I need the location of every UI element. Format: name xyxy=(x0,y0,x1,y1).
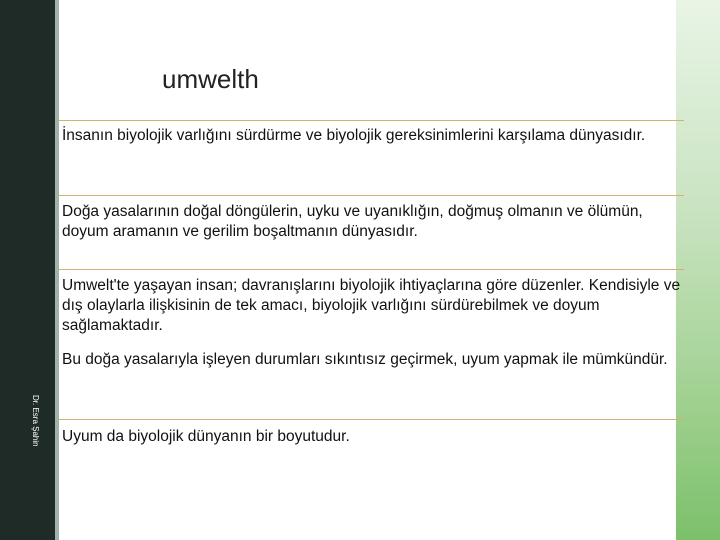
paragraph-5: Uyum da biyolojik dünyanın bir boyutudur. xyxy=(62,428,350,445)
paragraph-3: Umwelt'te yaşayan insan; davranışlarını biyolojik ihtiyaçlarına göre düzenler. Kendisiyle ve dış olaylarla ilişkisinin de tek amacı, biyolojik varlığını sürdürebilmek ve doyum sağlamaktadır. xyxy=(62,277,681,334)
side-caption: Dr. Esra Şahin xyxy=(31,395,40,447)
left-sidebar-band xyxy=(0,0,55,540)
right-gradient-band xyxy=(676,0,720,540)
divider-line xyxy=(59,419,684,420)
divider-line xyxy=(59,269,684,270)
divider-line xyxy=(59,195,684,196)
divider-line xyxy=(59,120,684,121)
paragraph-1: İnsanın biyolojik varlığını sürdürme ve biyolojik gereksinimlerini karşılama dünyasıdır. xyxy=(62,127,646,144)
slide-title: umwelth xyxy=(162,64,259,94)
paragraph-2: Doğa yasalarının doğal döngülerin, uyku ve uyanıklığın, doğmuş olmanın ve ölümün, doyum aramanın ve gerilim boşaltmanın dünyasıdır. xyxy=(62,203,643,240)
paragraph-4: Bu doğa yasalarıyla işleyen durumları sıkıntısız geçirmek, uyum yapmak ile mümkündür. xyxy=(62,351,668,368)
left-accent-stripe xyxy=(55,0,59,540)
